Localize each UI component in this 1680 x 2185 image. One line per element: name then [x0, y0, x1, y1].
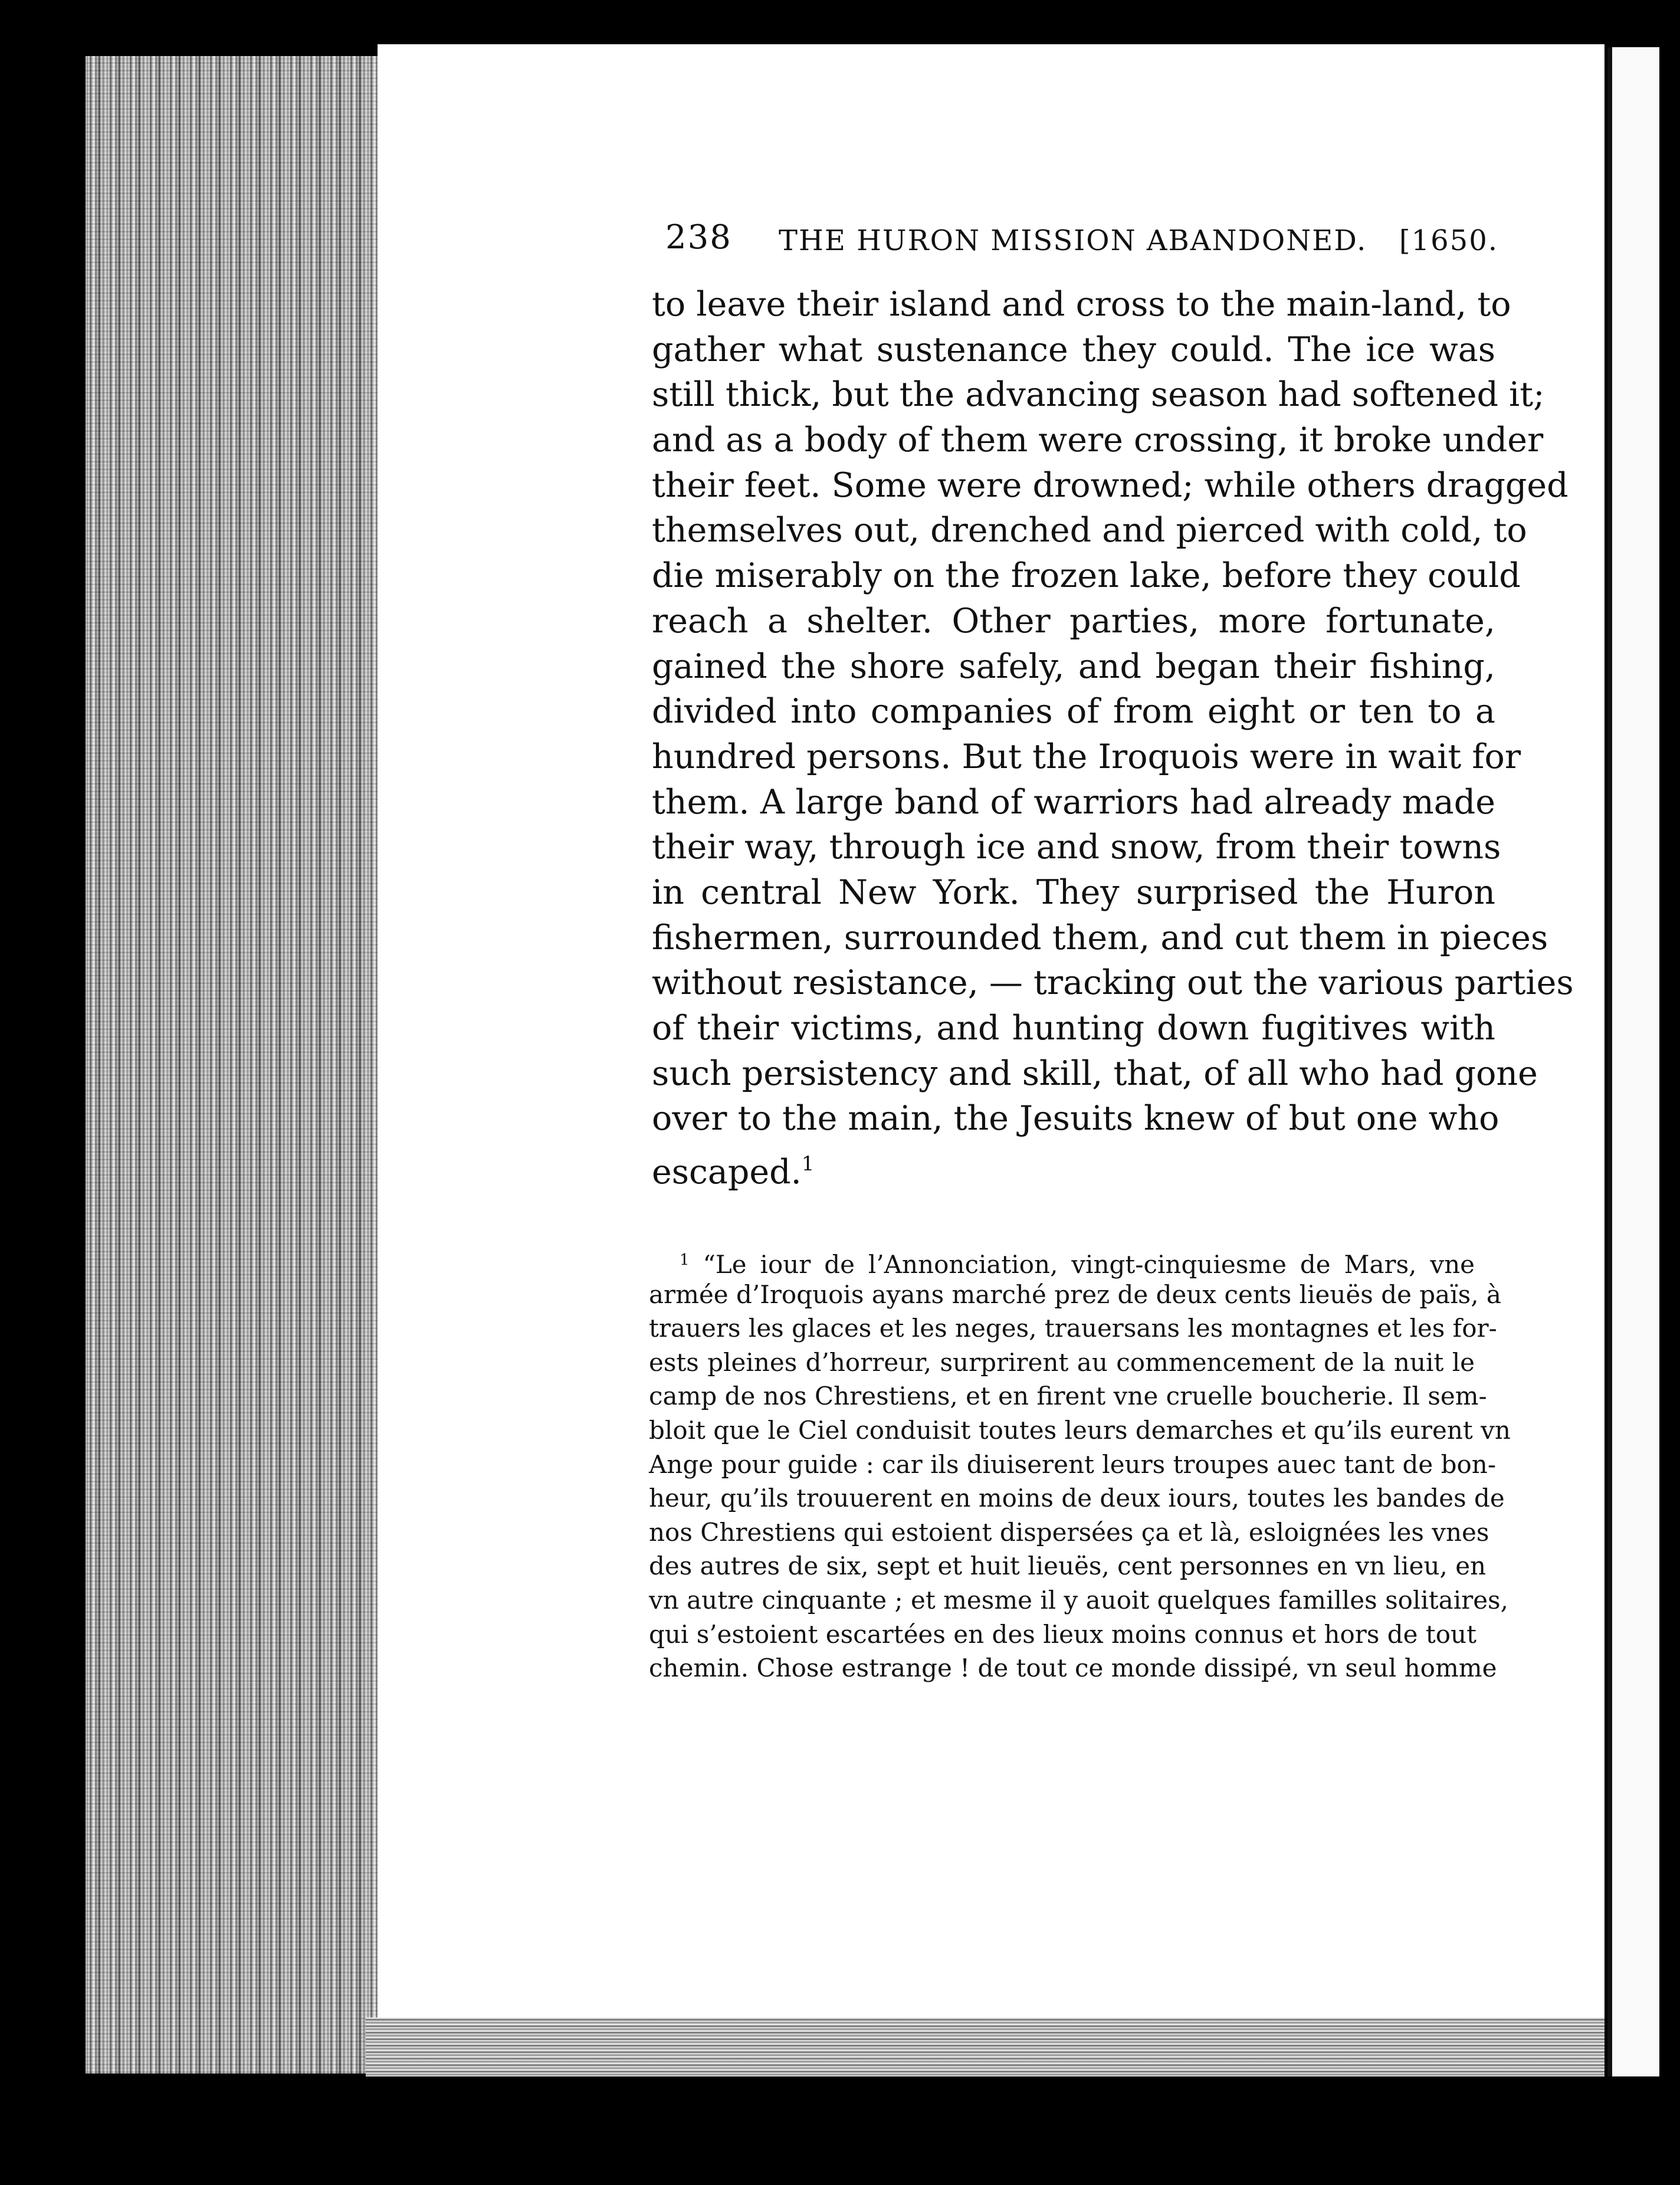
body-line: fishermen, surrounded them, and cut them in pieces	[652, 918, 1548, 957]
footnote-line: trauers les glaces et les neges, trauersans les montagnes et les for-	[649, 1314, 1497, 1343]
body-line: gather what sustenance they could. The ice was	[652, 330, 1495, 369]
footnote-line: des autres de six, sept et huit lieuës, cent personnes en vn lieu, en	[649, 1551, 1487, 1581]
footnote-line: Ange pour guide : car ils diuiserent leurs troupes auec tant de bon-	[649, 1449, 1497, 1479]
footnote-line: nos Chrestiens qui estoient dispersées ça et là, esloignées les vnes	[649, 1517, 1489, 1547]
facing-page-edge	[1607, 47, 1659, 2076]
footnote-line: armée d’Iroquois ayans marché prez de deux cents lieuës de païs, à	[649, 1279, 1501, 1309]
footnote-line: bloit que le Ciel conduisit toutes leurs demarches et qu’ils eurent vn	[649, 1415, 1511, 1445]
footnote-line: chemin. Chose estrange ! de tout ce monde dissipé, vn seul homme	[649, 1653, 1497, 1683]
footnote-line: camp de nos Chrestiens, et en firent vne cruelle boucherie. Il sem-	[649, 1382, 1487, 1411]
body-line: such persistency and skill, that, of all who had gone	[652, 1054, 1538, 1093]
body-line: gained the shore safely, and began their fishing,	[652, 647, 1495, 686]
page-edges-texture	[86, 56, 380, 2074]
running-head	[661, 218, 1498, 271]
body-line: reach a shelter. Other parties, more fortunate,	[652, 601, 1495, 641]
body-line-text: escaped.	[652, 1153, 802, 1192]
body-line: of their victims, and hunting down fugitives with	[652, 1009, 1495, 1048]
footnote-marker: 1	[680, 1251, 690, 1269]
footnote-reference: 1	[801, 1152, 815, 1176]
body-line: hundred persons. But the Iroquois were in wait for	[652, 737, 1521, 776]
footnote-line: ests pleines d’horreur, surprirent au commencement de la nuit le	[649, 1347, 1475, 1377]
page-bottom-edge	[366, 2017, 1604, 2076]
body-line: still thick, but the advancing season had softened it;	[652, 375, 1545, 415]
body-line: die miserably on the frozen lake, before they could	[652, 556, 1521, 596]
body-text	[652, 282, 1574, 1192]
body-line: their way, through ice and snow, from their towns	[652, 828, 1501, 867]
footnote-line-first	[649, 1244, 1475, 1278]
body-line: themselves out, drenched and pierced with cold, to	[652, 511, 1527, 550]
footnote-line: heur, qu’ils trouuerent en moins de deux iours, toutes les bandes de	[649, 1484, 1505, 1513]
footnote-line: qui s’estoient escartées en des lieux moins connus et hors de tout	[649, 1619, 1476, 1649]
body-line: divided into companies of from eight or ten to a	[652, 692, 1495, 731]
body-line: them. A large band of warriors had already made	[652, 782, 1495, 822]
running-title: THE HURON MISSION ABANDONED.	[779, 224, 1367, 257]
body-line: and as a body of them were crossing, it broke under	[652, 421, 1544, 460]
body-line: their feet. Some were drowned; while others dragged	[652, 465, 1569, 505]
body-line: without resistance, — tracking out the various parties	[652, 963, 1574, 1003]
body-line: to leave their island and cross to the main-land, to	[652, 285, 1511, 324]
body-line: in central New York. They surprised the Huron	[652, 872, 1495, 912]
footnote-line-text: “Le iour de l’Annonciation, vingt-cinquiesme de Mars, vne	[703, 1250, 1475, 1279]
footnote-line: vn autre cinquante ; et mesme il y auoit quelques familles solitaires,	[649, 1585, 1508, 1615]
body-line: over to the main, the Jesuits knew of but one who	[652, 1099, 1499, 1139]
page-number: 238	[665, 218, 732, 257]
body-line-last	[652, 1141, 1495, 1192]
footnote	[649, 1244, 1511, 1685]
running-year: [1650.	[1399, 224, 1498, 257]
